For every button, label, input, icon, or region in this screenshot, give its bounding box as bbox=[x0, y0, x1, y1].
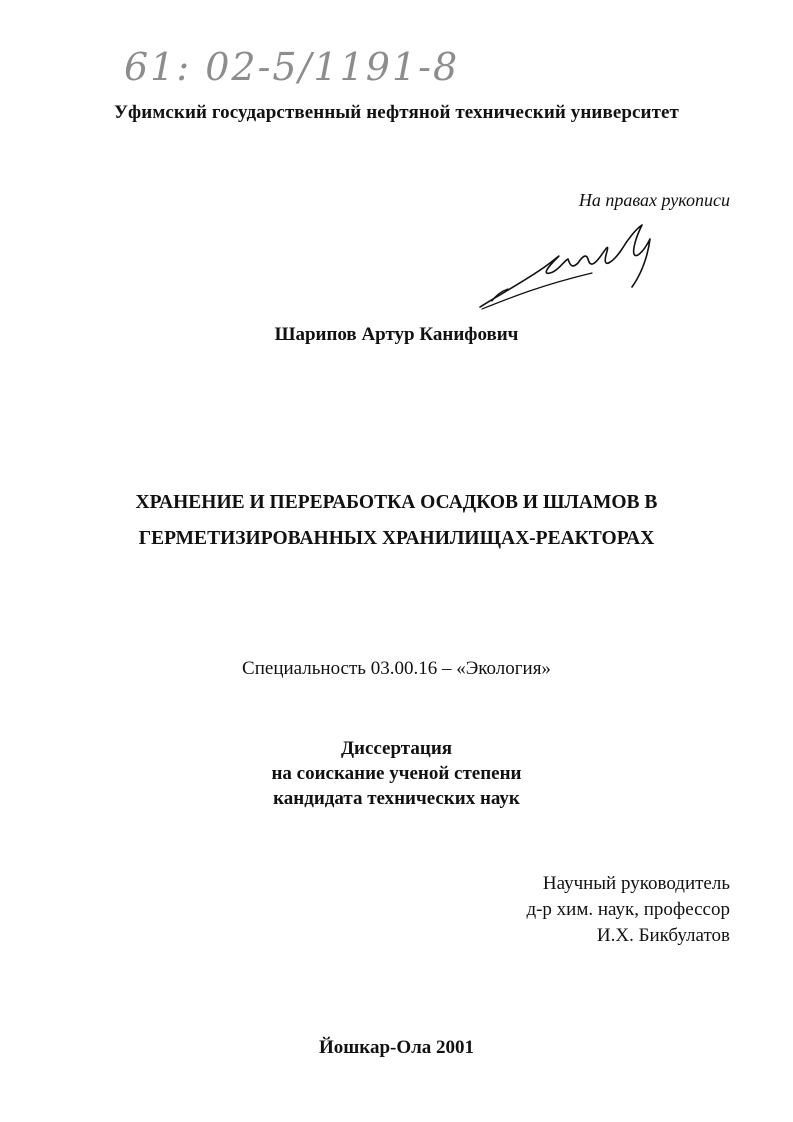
dissertation-title bbox=[0, 485, 793, 557]
degree-line: кандидата технических наук bbox=[273, 788, 520, 809]
handwritten-code-text: 61: 02-5/1191-8 bbox=[124, 45, 460, 89]
university-name: Уфимский государственный нефтяной технический университет bbox=[114, 102, 679, 123]
author-signature bbox=[472, 215, 662, 315]
title-line: ХРАНЕНИЕ И ПЕРЕРАБОТКА ОСАДКОВ И ШЛАМОВ В bbox=[135, 492, 658, 513]
degree-line: на соискание ученой степени bbox=[271, 763, 522, 784]
supervisor-line: И.Х. Бикбулатов bbox=[596, 925, 730, 946]
supervisor-line: Научный руководитель bbox=[542, 873, 730, 894]
handwritten-archive-code bbox=[120, 38, 540, 100]
author-name: Шарипов Артур Канифович bbox=[274, 324, 519, 345]
rights-note: На правах рукописи bbox=[578, 190, 730, 210]
degree-statement bbox=[0, 736, 793, 811]
supervisor-block bbox=[526, 871, 730, 949]
specialty: Специальность 03.00.16 – «Экология» bbox=[242, 658, 551, 679]
degree-line: Диссертация bbox=[340, 738, 453, 759]
city-year: Йошкар-Ола 2001 bbox=[318, 1037, 475, 1058]
supervisor-line: д-р хим. наук, профессор bbox=[526, 899, 730, 920]
title-line: ГЕРМЕТИЗИРОВАННЫХ ХРАНИЛИЩАХ-РЕАКТОРАХ bbox=[138, 528, 655, 549]
